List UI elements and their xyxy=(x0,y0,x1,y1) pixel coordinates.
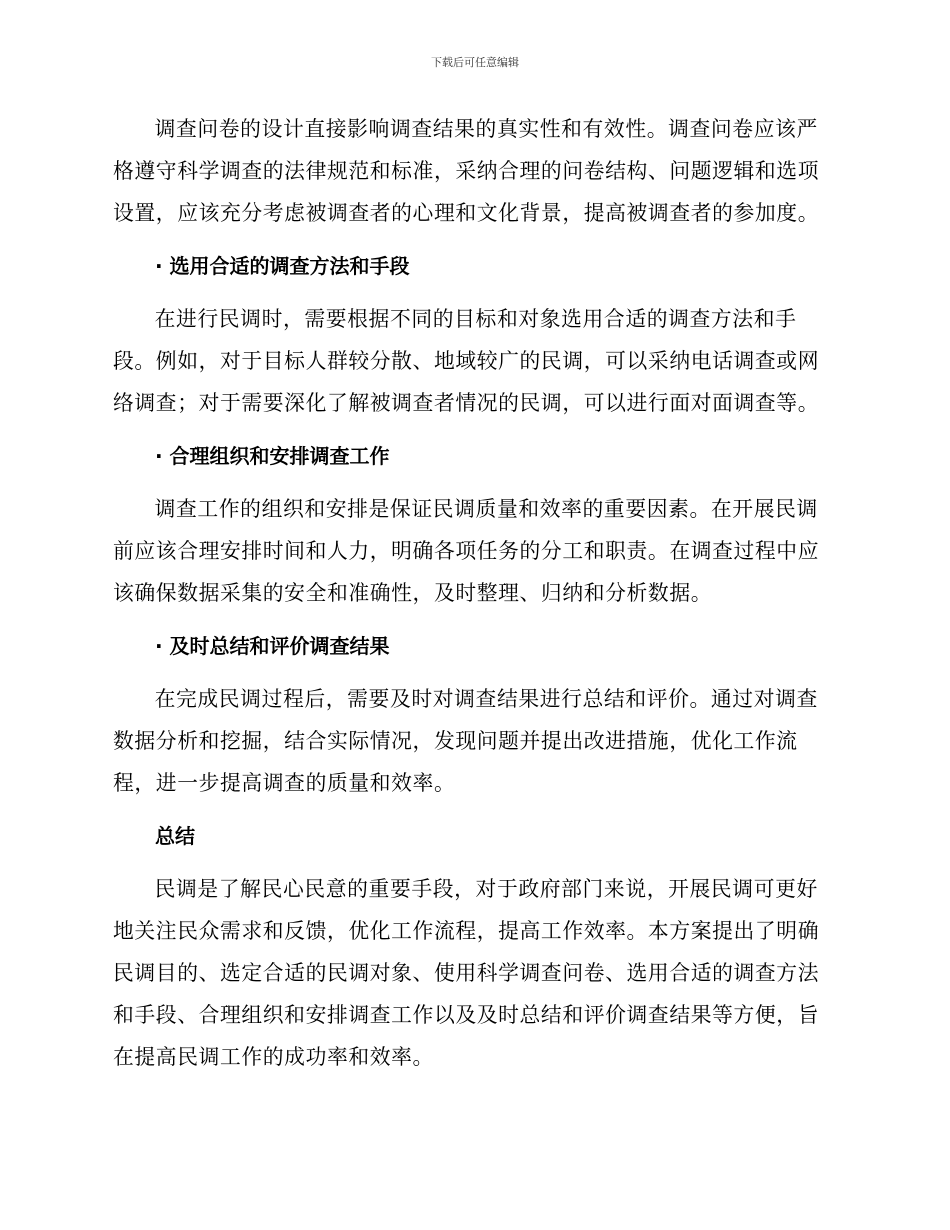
paragraph-organize-work: 调查工作的组织和安排是保证民调质量和效率的重要因素。在开展民调前应该合理安排时间和人力，明确各项任务的分工和职责。在调查过程中应该确保数据采集的安全和准确性，及时整理、归纳和分析数据。 xyxy=(113,497,820,605)
paragraph-conclusion: 民调是了解民心民意的重要手段，对于政府部门来说，开展民调可更好地关注民众需求和反馈，优化工作流程，提高工作效率。本方案提出了明确民调目的、选定合适的民调对象、使用科学调查问卷、选用合适的调查方法和手段、合理组织和安排调查工作以及及时总结和评价调查结果等方便，旨在提高民调工作的成功率和效率。 xyxy=(113,877,820,1069)
heading-summarize-results: · 及时总结和评价调查结果 xyxy=(155,634,390,658)
document-body xyxy=(113,108,837,1078)
paragraph-survey-methods: 在进行民调时，需要根据不同的目标和对象选用合适的调查方法和手段。例如，对于目标人群较分散、地域较广的民调，可以采纳电话调查或网络调查；对于需要深化了解被调查者情况的民调，可以进行面对面调查等。 xyxy=(113,307,820,415)
page-header: 下载后可任意编辑 xyxy=(431,56,519,69)
paragraph-questionnaire-design: 调查问卷的设计直接影响调查结果的真实性和有效性。调查问卷应该严格遵守科学调查的法律规范和标准，采纳合理的问卷结构、问题逻辑和选项设置，应该充分考虑被调查者的心理和文化背景，提高被调查者的参加度。 xyxy=(113,117,820,225)
heading-organize-work: · 合理组织和安排调查工作 xyxy=(155,444,390,468)
heading-conclusion: 总结 xyxy=(155,824,195,848)
paragraph-summarize-results: 在完成民调过程后，需要及时对调查结果进行总结和评价。通过对调查数据分析和挖掘，结合实际情况，发现问题并提出改进措施，优化工作流程，进一步提高调查的质量和效率。 xyxy=(113,687,818,795)
heading-survey-methods: · 选用合适的调查方法和手段 xyxy=(155,254,410,278)
